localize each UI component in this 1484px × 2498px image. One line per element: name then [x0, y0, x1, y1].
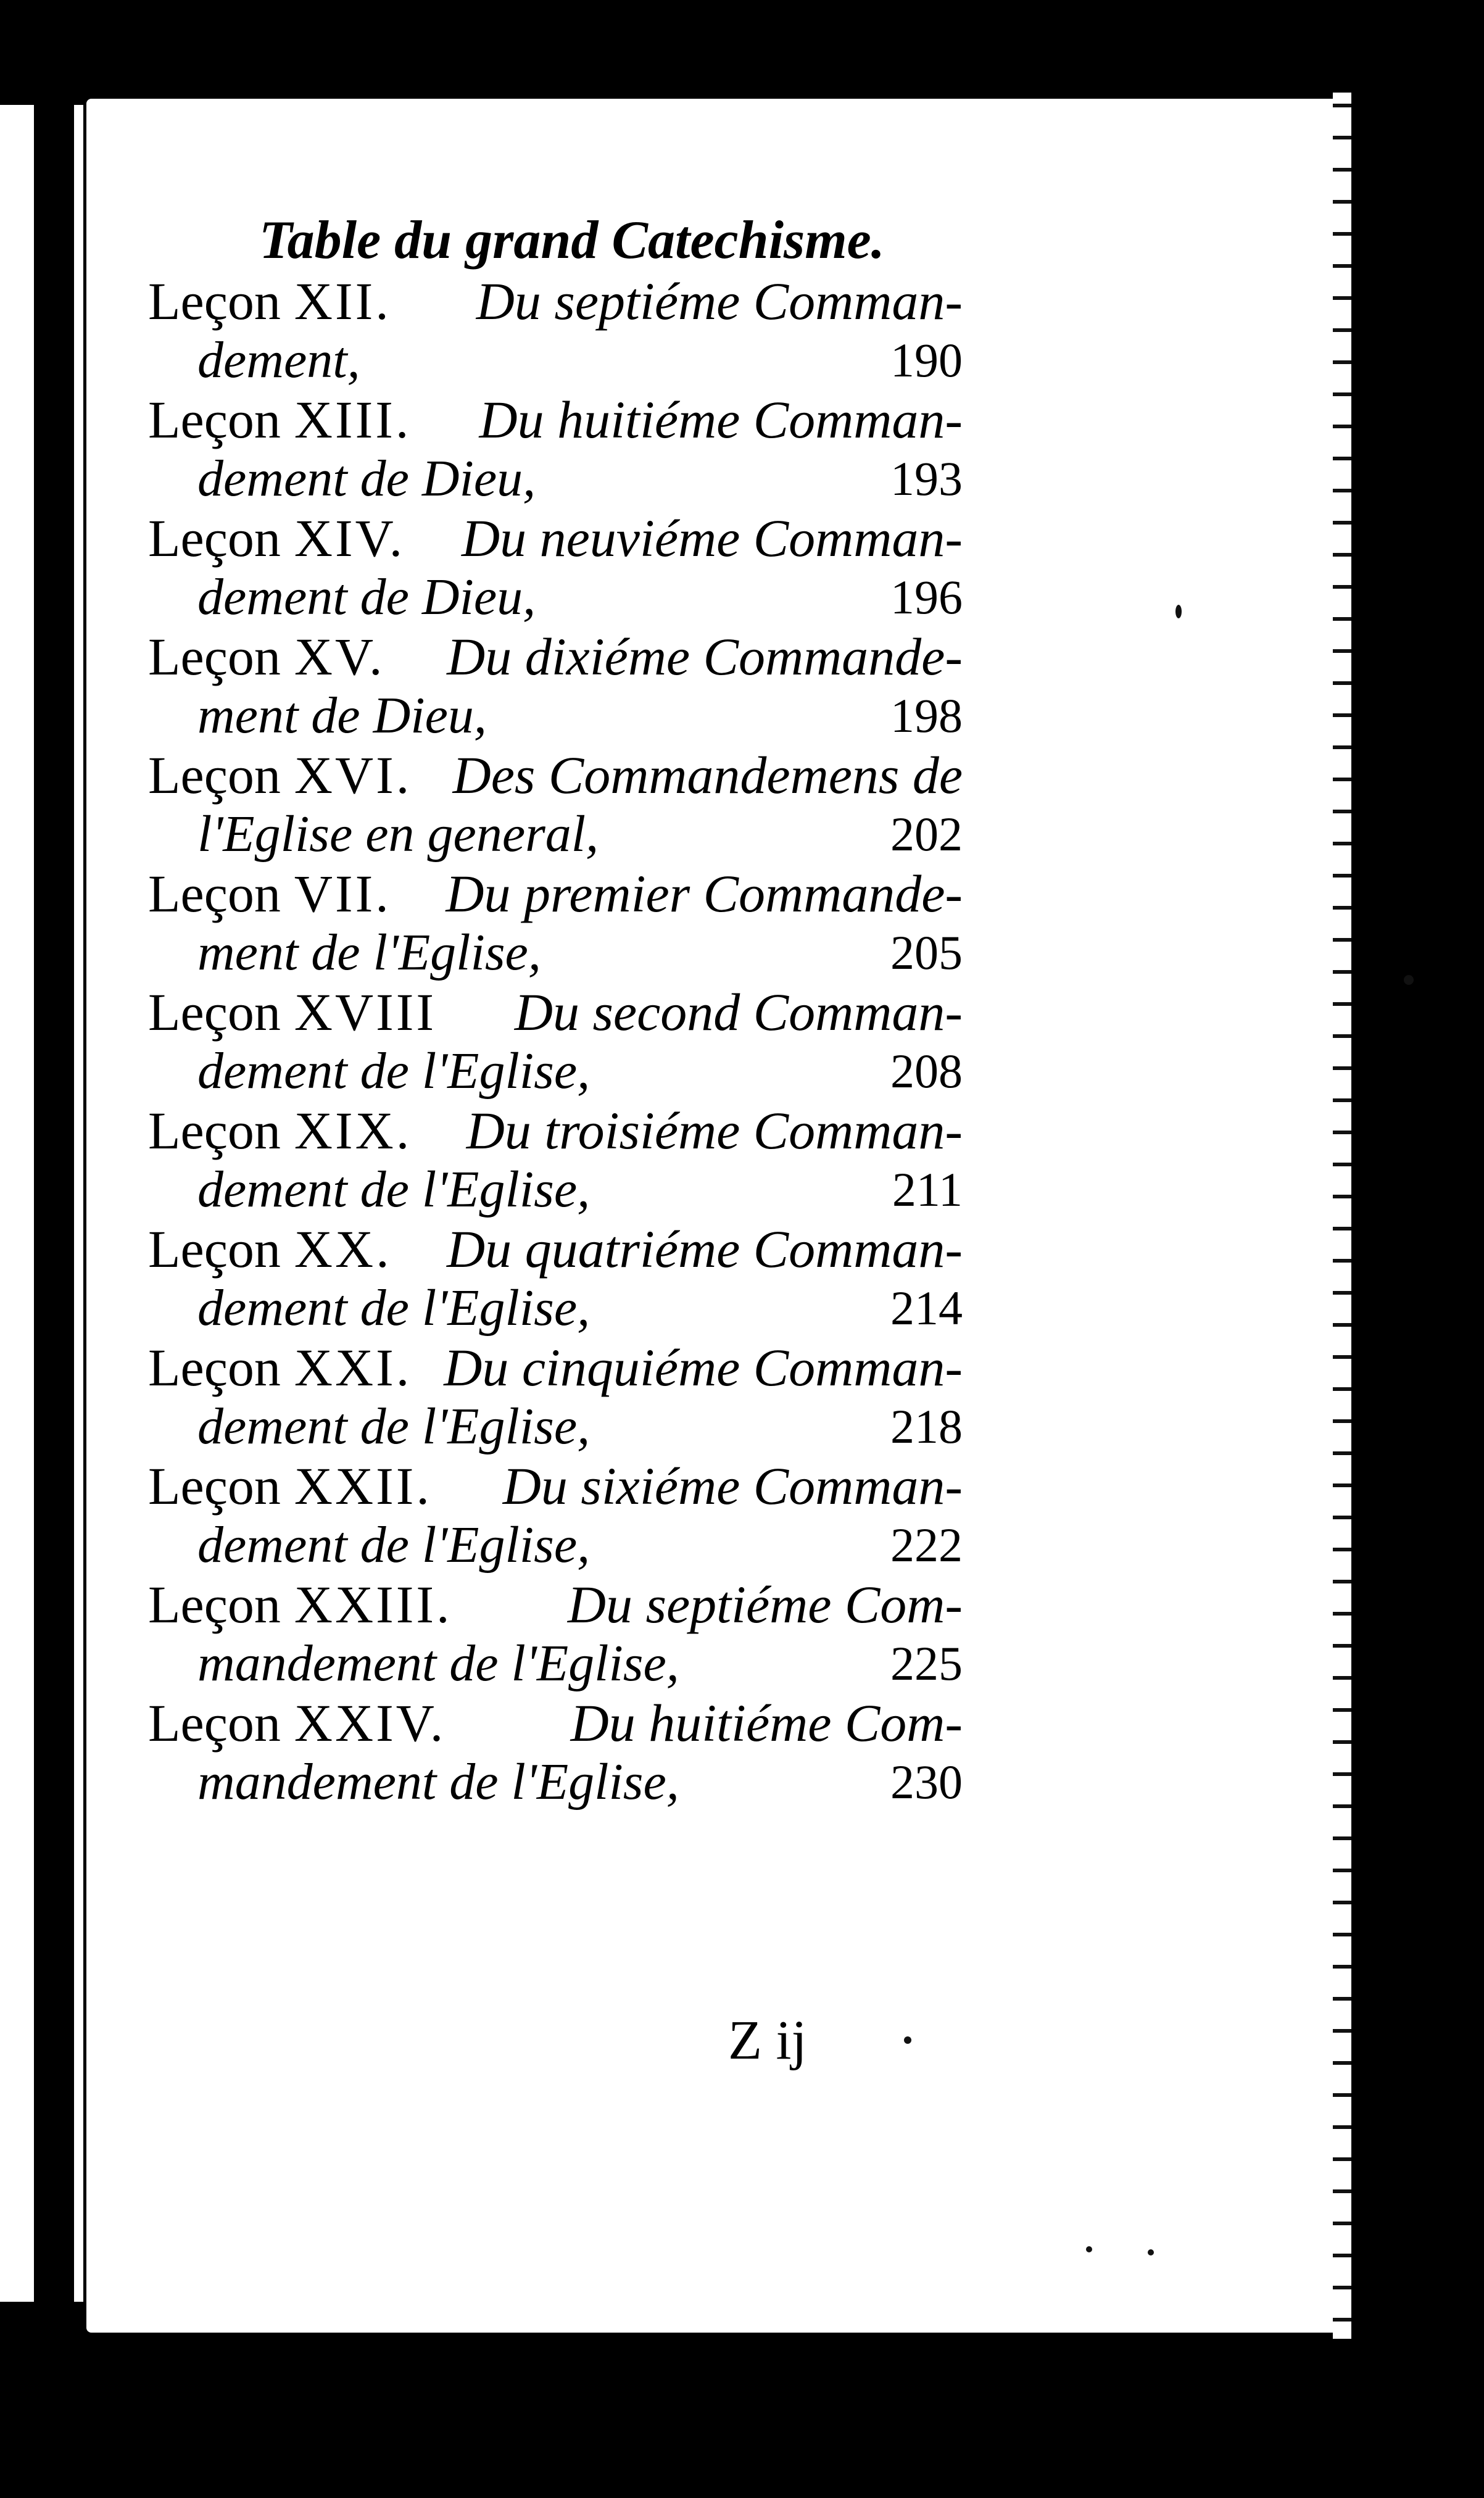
lesson-number: XXI.: [294, 1338, 412, 1397]
lesson-label-group: [148, 982, 436, 1042]
lesson-title-continuation: dement de l'Eglise,: [197, 1279, 591, 1337]
print-speck: [1175, 605, 1182, 618]
entry-heading-line: [148, 1101, 963, 1160]
page-edge: [1333, 93, 1351, 2339]
lesson-label-group: [148, 390, 411, 449]
toc-entry: [148, 1575, 963, 1693]
lesson-title-continuation: mandement de l'Eglise,: [197, 1635, 679, 1692]
lesson-label-group: [148, 745, 412, 805]
lesson-word: Leçon: [148, 272, 281, 331]
page-number: 198: [890, 689, 963, 742]
toc-entry: [148, 1456, 963, 1575]
lesson-title: Du cinquiéme Comman-: [444, 1338, 963, 1397]
print-speck: [1148, 2249, 1154, 2255]
toc-entry: [148, 745, 963, 864]
lesson-title: Du huitiéme Com-: [570, 1693, 963, 1753]
lesson-title: Du troisiéme Comman-: [466, 1101, 963, 1160]
lesson-title: Du septiéme Com-: [567, 1575, 963, 1634]
lesson-word: Leçon: [148, 864, 281, 923]
lesson-title: Du second Comman-: [514, 982, 963, 1042]
lesson-title-continuation: dement de l'Eglise,: [197, 1161, 591, 1218]
lesson-title-continuation: ment de Dieu,: [197, 687, 487, 744]
lesson-number: XXII.: [294, 1456, 432, 1516]
page-number: 202: [890, 807, 963, 861]
toc-entry: [148, 1693, 963, 1812]
lesson-title-continuation: dement de l'Eglise,: [197, 1398, 591, 1455]
lesson-title: Du huitiéme Comman-: [479, 390, 963, 449]
lesson-title-continuation: dement de l'Eglise,: [197, 1042, 591, 1100]
toc-entry: [148, 627, 963, 745]
lesson-word: Leçon: [148, 508, 281, 568]
lesson-title-continuation: dement de l'Eglise,: [197, 1516, 591, 1574]
entry-continuation-line: [148, 1397, 963, 1456]
entry-continuation-line: [148, 1042, 963, 1101]
entry-continuation-line: [148, 568, 963, 627]
entry-continuation-line: [148, 923, 963, 982]
lesson-word: Leçon: [148, 1693, 281, 1753]
entry-continuation-line: [148, 1279, 963, 1338]
lesson-number: XXIII.: [294, 1575, 452, 1634]
lesson-title: Du quatriéme Comman-: [446, 1219, 963, 1279]
lesson-label-group: [148, 1575, 452, 1634]
entry-continuation-line: [148, 1753, 963, 1812]
entry-heading-line: [148, 982, 963, 1042]
lesson-word: Leçon: [148, 1575, 281, 1634]
toc-entry: [148, 982, 963, 1101]
toc-entry: [148, 508, 963, 627]
lesson-title: Du dixiéme Commande-: [447, 627, 963, 686]
lesson-word: Leçon: [148, 745, 281, 805]
page-number: 222: [890, 1518, 963, 1572]
entry-heading-line: [148, 1456, 963, 1516]
lesson-label-group: [148, 1693, 446, 1753]
entry-heading-line: [148, 508, 963, 568]
lesson-label-group: [148, 1101, 412, 1160]
lesson-number: XIX.: [294, 1101, 412, 1160]
lesson-word: Leçon: [148, 390, 281, 449]
lesson-word: Leçon: [148, 1338, 281, 1397]
page-number: 190: [890, 333, 963, 387]
page-number: 196: [890, 570, 963, 624]
print-speck: [904, 2036, 911, 2044]
toc-entry: [148, 1101, 963, 1219]
entry-continuation-line: [148, 1516, 963, 1575]
toc-entry: [148, 1338, 963, 1456]
entry-heading-line: [148, 1575, 963, 1634]
lesson-number: XXIV.: [294, 1693, 446, 1753]
lesson-title-continuation: dement de Dieu,: [197, 568, 536, 626]
entry-continuation-line: [148, 1634, 963, 1693]
entry-continuation-line: [148, 449, 963, 508]
entry-continuation-line: [148, 331, 963, 390]
lesson-number: XVI.: [294, 745, 412, 805]
lesson-title: Du sixiéme Comman-: [502, 1456, 963, 1516]
entry-heading-line: [148, 1219, 963, 1279]
lesson-word: Leçon: [148, 982, 281, 1042]
lesson-word: Leçon: [148, 1101, 281, 1160]
page-number: 214: [890, 1281, 963, 1335]
lesson-title-continuation: dement de Dieu,: [197, 450, 536, 507]
entry-continuation-line: [148, 1160, 963, 1219]
lesson-label-group: [148, 1456, 432, 1516]
lesson-number: XX.: [294, 1219, 392, 1279]
entry-heading-line: [148, 390, 963, 449]
lesson-title-continuation: l'Eglise en general,: [197, 805, 599, 863]
print-speck: [1086, 2246, 1092, 2252]
toc-entry: [148, 390, 963, 508]
lesson-label-group: [148, 508, 405, 568]
page-number: 218: [890, 1400, 963, 1453]
lesson-number: XIV.: [294, 508, 405, 568]
lesson-number: XV.: [294, 627, 385, 686]
table-of-contents: [148, 210, 963, 1812]
entry-continuation-line: [148, 805, 963, 864]
print-speck: [1404, 975, 1414, 985]
lesson-word: Leçon: [148, 1219, 281, 1279]
entry-continuation-line: [148, 686, 963, 745]
lesson-number: XVIII: [294, 982, 437, 1042]
lesson-title: Du premier Commande-: [446, 864, 963, 923]
entry-heading-line: [148, 1693, 963, 1753]
lesson-title-continuation: mandement de l'Eglise,: [197, 1753, 679, 1811]
toc-entry: [148, 272, 963, 390]
lesson-word: Leçon: [148, 627, 281, 686]
lesson-title: Des Commandemens de: [452, 745, 963, 805]
left-gutter: [34, 105, 74, 2302]
lesson-label-group: [148, 864, 391, 923]
page-header: Table du grand Catechisme.: [259, 210, 885, 270]
page-number: 193: [890, 452, 963, 505]
toc-entry: [148, 1219, 963, 1338]
lesson-label-group: [148, 1338, 412, 1397]
page-number: 208: [890, 1044, 963, 1098]
entry-heading-line: [148, 272, 963, 331]
lesson-word: Leçon: [148, 1456, 281, 1516]
lesson-title: Du septiéme Comman-: [476, 272, 963, 331]
entry-heading-line: [148, 864, 963, 923]
lesson-title-continuation: dement,: [197, 331, 360, 389]
entry-heading-line: [148, 745, 963, 805]
signature-mark: Z ij: [728, 2010, 807, 2071]
lesson-label-group: [148, 627, 385, 686]
page-number: 211: [892, 1163, 963, 1216]
lesson-number: VII.: [294, 864, 391, 923]
entry-list: [148, 272, 963, 1812]
lesson-title-continuation: ment de l'Eglise,: [197, 924, 541, 981]
toc-entry: [148, 864, 963, 982]
page-number: 205: [890, 926, 963, 979]
lesson-title: Du neuviéme Comman-: [461, 508, 963, 568]
lesson-label-group: [148, 1219, 392, 1279]
entry-heading-line: [148, 627, 963, 686]
lesson-number: XIII.: [294, 390, 412, 449]
page-number: 230: [890, 1755, 963, 1809]
lesson-label-group: [148, 272, 391, 331]
page-number: 225: [890, 1637, 963, 1690]
lesson-number: XII.: [294, 272, 391, 331]
entry-heading-line: [148, 1338, 963, 1397]
